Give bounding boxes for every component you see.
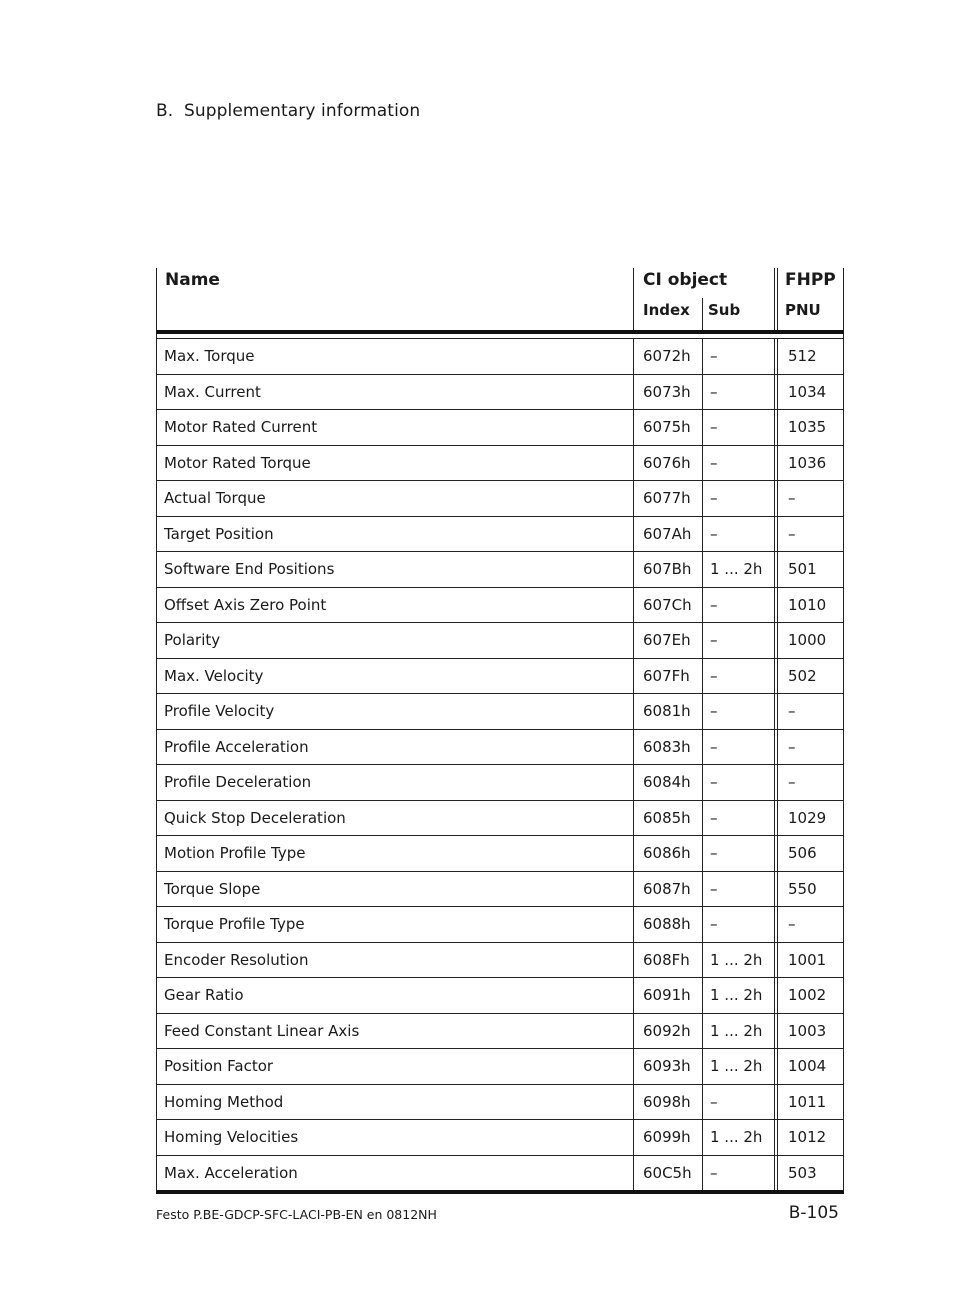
cell-pnu: – — [774, 907, 844, 942]
table-row — [156, 1120, 844, 1156]
cell-name: Motor Rated Current — [164, 418, 318, 437]
cell-name: Max. Torque — [164, 347, 255, 366]
header-divider — [633, 298, 634, 330]
cell-index: 6088h — [633, 907, 702, 942]
cell-sub: – — [702, 907, 774, 942]
cell-sub: – — [702, 446, 774, 481]
cell-name: Software End Positions — [164, 560, 335, 579]
cell-pnu: 501 — [774, 552, 844, 587]
cell-sub: – — [702, 765, 774, 800]
table-row — [156, 1085, 844, 1121]
section-header — [156, 101, 420, 121]
cell-index: 6073h — [633, 375, 702, 410]
table-row — [156, 1049, 844, 1085]
table-row — [156, 481, 844, 517]
cell-pnu: – — [774, 517, 844, 552]
cell-index: 6076h — [633, 446, 702, 481]
cell-pnu: 1011 — [774, 1085, 844, 1120]
cell-index: 607Ch — [633, 588, 702, 623]
cell-sub: 1 ... 2h — [702, 1120, 774, 1155]
cell-sub: – — [702, 517, 774, 552]
cell-index: 6075h — [633, 410, 702, 445]
table-row — [156, 1156, 844, 1195]
cell-index: 607Fh — [633, 659, 702, 694]
cell-pnu: 512 — [774, 339, 844, 374]
table-row — [156, 907, 844, 943]
cell-sub: – — [702, 1156, 774, 1191]
cell-index: 6087h — [633, 872, 702, 907]
cell-pnu: 506 — [774, 836, 844, 871]
cell-sub: 1 ... 2h — [702, 1049, 774, 1084]
cell-index: 6085h — [633, 801, 702, 836]
cell-name: Actual Torque — [164, 489, 266, 508]
header-sub: Sub — [708, 301, 741, 319]
cell-name: Encoder Resolution — [164, 950, 309, 969]
cell-sub: 1 ... 2h — [702, 552, 774, 587]
cell-sub: – — [702, 410, 774, 445]
cell-pnu: – — [774, 765, 844, 800]
cell-sub: – — [702, 730, 774, 765]
table-row — [156, 517, 844, 553]
table-row — [156, 375, 844, 411]
cell-index: 607Eh — [633, 623, 702, 658]
header-divider — [633, 268, 634, 298]
cell-index: 6092h — [633, 1014, 702, 1049]
cell-pnu: 550 — [774, 872, 844, 907]
cell-name: Max. Velocity — [164, 666, 264, 685]
table-row — [156, 446, 844, 482]
cell-pnu: 1003 — [774, 1014, 844, 1049]
cell-name: Torque Slope — [164, 879, 261, 898]
cell-name: Offset Axis Zero Point — [164, 595, 327, 614]
cell-name: Homing Method — [164, 1092, 284, 1111]
cell-name: Profile Velocity — [164, 702, 275, 721]
section-title: Supplementary information — [184, 101, 421, 121]
section-number: B. — [156, 101, 174, 121]
cell-sub: 1 ... 2h — [702, 978, 774, 1013]
cell-pnu: 1010 — [774, 588, 844, 623]
header-divider — [777, 268, 778, 330]
cell-pnu: – — [774, 481, 844, 516]
cell-index: 6093h — [633, 1049, 702, 1084]
cell-sub: – — [702, 694, 774, 729]
table-row — [156, 339, 844, 375]
cell-index: 607Ah — [633, 517, 702, 552]
cell-name: Torque Profile Type — [164, 915, 305, 934]
cell-index: 608Fh — [633, 943, 702, 978]
cell-index: 6091h — [633, 978, 702, 1013]
cell-sub: – — [702, 1085, 774, 1120]
cell-name: Profile Acceleration — [164, 737, 309, 756]
cell-index: 6077h — [633, 481, 702, 516]
cell-sub: 1 ... 2h — [702, 943, 774, 978]
cell-index: 6081h — [633, 694, 702, 729]
cell-sub: – — [702, 339, 774, 374]
table-row — [156, 659, 844, 695]
cell-index: 6098h — [633, 1085, 702, 1120]
cell-name: Quick Stop Deceleration — [164, 808, 346, 827]
cell-index: 6083h — [633, 730, 702, 765]
cell-sub: – — [702, 588, 774, 623]
header-pnu: PNU — [785, 301, 821, 319]
cell-pnu: – — [774, 730, 844, 765]
cell-index: 60C5h — [633, 1156, 702, 1191]
table-row — [156, 552, 844, 588]
header-divider — [702, 298, 703, 330]
table-row — [156, 978, 844, 1014]
header-ci-object: CI object — [643, 270, 728, 290]
cell-sub: – — [702, 623, 774, 658]
table-row — [156, 730, 844, 766]
cell-name: Position Factor — [164, 1057, 274, 1076]
cell-name: Feed Constant Linear Axis — [164, 1021, 360, 1040]
table-row — [156, 836, 844, 872]
cell-name: Motion Profile Type — [164, 844, 306, 863]
cell-name: Target Position — [164, 524, 274, 543]
table-header — [156, 268, 844, 334]
table-row — [156, 765, 844, 801]
cell-pnu: – — [774, 694, 844, 729]
cell-sub: 1 ... 2h — [702, 1014, 774, 1049]
cell-pnu: 1002 — [774, 978, 844, 1013]
cell-name: Polarity — [164, 631, 221, 650]
table-row — [156, 1014, 844, 1050]
cell-sub: – — [702, 375, 774, 410]
cell-pnu: 1035 — [774, 410, 844, 445]
cell-name: Homing Velocities — [164, 1128, 299, 1147]
cell-sub: – — [702, 481, 774, 516]
footer-page-number: B-105 — [788, 1203, 839, 1223]
cell-index: 6099h — [633, 1120, 702, 1155]
cell-sub: – — [702, 801, 774, 836]
cell-index: 6072h — [633, 339, 702, 374]
cell-name: Profile Deceleration — [164, 773, 312, 792]
table-row — [156, 801, 844, 837]
cell-pnu: 1029 — [774, 801, 844, 836]
table-row — [156, 943, 844, 979]
table-row — [156, 694, 844, 730]
cell-pnu: 502 — [774, 659, 844, 694]
cell-pnu: 1004 — [774, 1049, 844, 1084]
header-name: Name — [165, 270, 220, 290]
cell-name: Max. Current — [164, 382, 261, 401]
cell-pnu: 1000 — [774, 623, 844, 658]
cell-name: Max. Acceleration — [164, 1163, 298, 1182]
cell-name: Gear Ratio — [164, 986, 244, 1005]
cell-sub: – — [702, 836, 774, 871]
cell-index: 6086h — [633, 836, 702, 871]
table-row — [156, 588, 844, 624]
table-row — [156, 410, 844, 446]
cell-pnu: 503 — [774, 1156, 844, 1191]
table-row — [156, 872, 844, 908]
header-index: Index — [643, 301, 690, 319]
cell-index: 6084h — [633, 765, 702, 800]
cell-pnu: 1012 — [774, 1120, 844, 1155]
table-row — [156, 623, 844, 659]
cell-sub: – — [702, 659, 774, 694]
cell-pnu: 1034 — [774, 375, 844, 410]
parameter-table — [156, 268, 844, 1194]
cell-pnu: 1036 — [774, 446, 844, 481]
cell-sub: – — [702, 872, 774, 907]
table-body — [156, 339, 844, 1194]
cell-pnu: 1001 — [774, 943, 844, 978]
cell-index: 607Bh — [633, 552, 702, 587]
cell-name: Motor Rated Torque — [164, 453, 311, 472]
header-fhpp: FHPP — [785, 270, 836, 290]
footer-document-id: Festo P.BE-GDCP-SFC-LACI-PB-EN en 0812NH — [156, 1207, 437, 1222]
header-divider — [774, 268, 775, 330]
